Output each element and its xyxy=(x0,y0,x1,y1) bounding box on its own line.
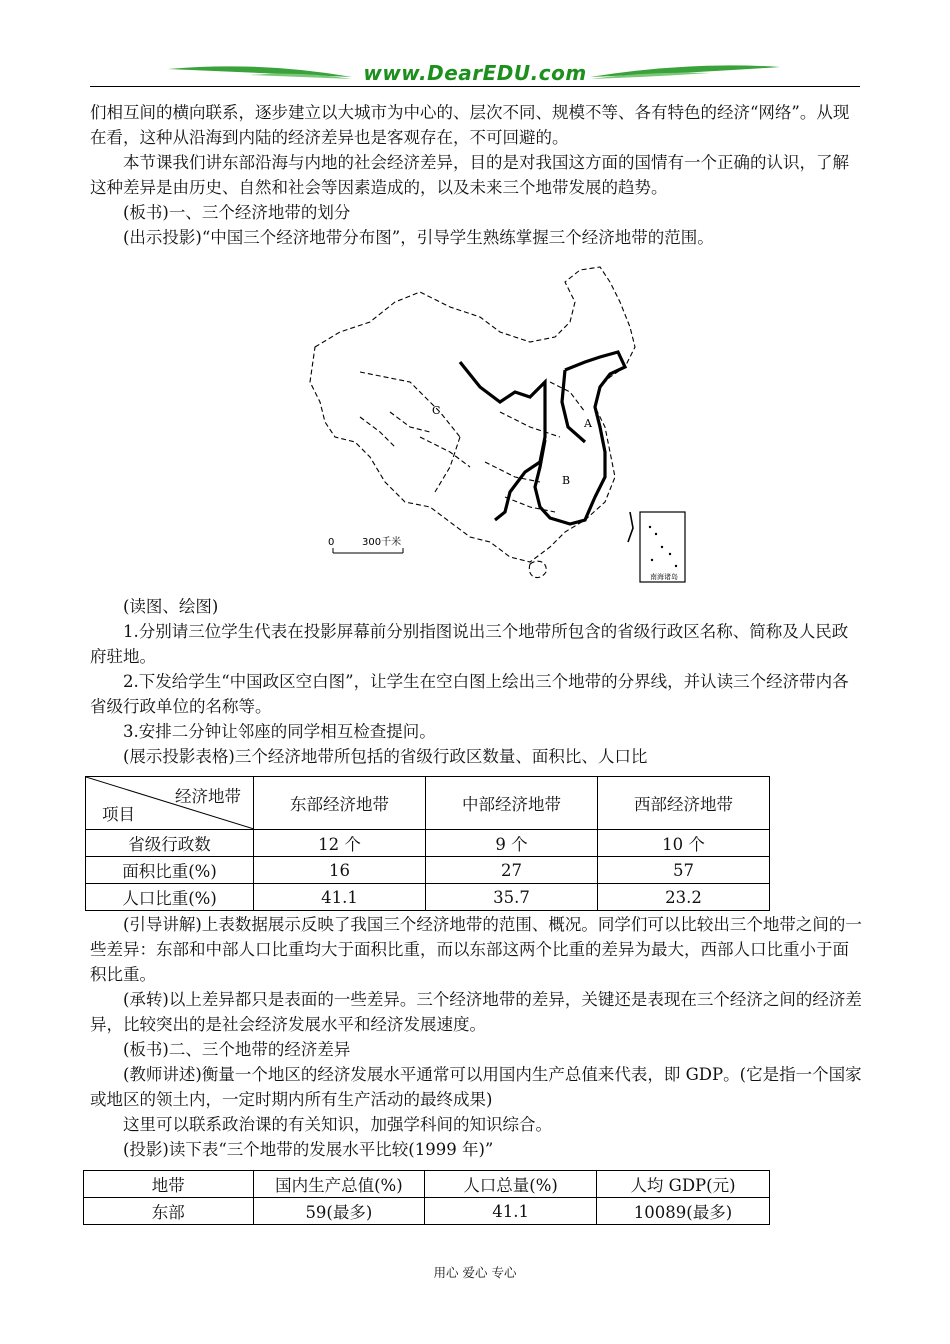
table-caption-1: (展示投影表格)三个经济地带所包括的省级行政区数量、面积比、人口比 xyxy=(123,747,648,766)
cross-subject-note: 这里可以联系政治课的有关知识，加强学科间的知识综合。 xyxy=(123,1115,552,1134)
blackboard-heading-1: (板书)一、三个经济地带的划分 xyxy=(123,203,351,222)
table-row xyxy=(86,884,770,911)
table-cell: 23.2 xyxy=(597,884,769,911)
paragraph-intro: 本节课我们讲东部沿海与内地的社会经济差异，目的是对我国这方面的国情有一个正确的认识，了解这种差异是由历史、自然和社会等因素造成的，以及未来三个地带发展的趋势。 xyxy=(90,153,849,197)
row-label: 人口比重(%) xyxy=(86,884,254,911)
body-text-block-1 xyxy=(90,100,862,250)
column-header: 人均 GDP(元) xyxy=(596,1171,769,1198)
site-brand-text: www.DearEDU.com xyxy=(363,61,587,85)
table-cell: 35.7 xyxy=(425,884,597,911)
table-cell: 57 xyxy=(597,857,769,884)
table-cell: 10089(最多) xyxy=(596,1198,769,1225)
row-label: 省级行政数 xyxy=(86,830,254,857)
corner-bottom-label: 项目 xyxy=(102,805,135,824)
reading-drawing-heading: (读图、绘图) xyxy=(123,597,219,616)
table-caption-2: (投影)读下表“三个地带的发展水平比较(1999 年)” xyxy=(123,1140,494,1159)
column-header: 国内生产总值(%) xyxy=(253,1171,425,1198)
development-comparison-table xyxy=(83,1170,770,1225)
guided-explanation: (引导讲解)上表数据展示反映了我国三个经济地带的范围、概况。同学们可以比较出三个地带之间的一些差异：东部和中部人口比重均大于面积比重，而以东部这两个比重的差异为最大，西部人口比重小于面积比重。 xyxy=(90,915,862,984)
activity-step-3: 3.安排二分钟让邻座的同学相互检查提问。 xyxy=(123,722,436,741)
site-header-banner xyxy=(90,55,860,95)
table-header-row xyxy=(84,1171,770,1198)
column-header: 人口总量(%) xyxy=(425,1171,597,1198)
table-row xyxy=(86,857,770,884)
blackboard-heading-2: (板书)二、三个地带的经济差异 xyxy=(123,1040,351,1059)
table-cell: 9 个 xyxy=(425,830,597,857)
body-text-block-2 xyxy=(90,594,862,769)
table-row xyxy=(86,830,770,857)
corner-top-label: 经济地带 xyxy=(174,787,241,806)
zone-label-b: B xyxy=(562,474,571,487)
scale-distance-label: 300千米 xyxy=(362,537,402,548)
activity-step-2: 2.下发给学生“中国政区空白图”，让学生在空白图上绘出三个地带的分界线，并认读三个经济带内各省级行政单位的名称等。 xyxy=(90,672,849,716)
table-corner-header xyxy=(86,777,254,830)
column-header: 中部经济地带 xyxy=(425,777,597,830)
table-cell: 东部 xyxy=(84,1198,254,1225)
inset-label: 南海诸岛 xyxy=(650,573,678,581)
column-header: 西部经济地带 xyxy=(597,777,769,830)
column-header: 东部经济地带 xyxy=(253,777,425,830)
table-cell: 41.1 xyxy=(253,884,425,911)
scale-zero-label: 0 xyxy=(328,537,335,548)
zones-overview-table xyxy=(85,776,770,911)
header-divider xyxy=(90,86,860,87)
zone-label-c: C xyxy=(432,404,441,417)
table-cell: 27 xyxy=(425,857,597,884)
teacher-narration: (教师讲述)衡量一个地区的经济发展水平通常可以用国内生产总值来代表，即 GDP。(它是指一个国家或地区的领土内，一定时期内所有生产活动的最终成果) xyxy=(90,1065,862,1109)
table-row xyxy=(84,1198,770,1225)
projection-instruction: (出示投影)“中国三个经济地带分布图”，引导学生熟练掌握三个经济地带的范围。 xyxy=(123,228,714,247)
table-cell: 41.1 xyxy=(425,1198,597,1225)
zone-label-a: A xyxy=(584,417,592,430)
page-footer: 用心 爱心 专心 xyxy=(433,1265,517,1280)
paragraph-continuation: 们相互间的横向联系，逐步建立以大城市为中心的、层次不同、规模不等、各有特色的经济“网络”。从现在看，这种从沿海到内陆的经济差异也是客观存在，不可回避的。 xyxy=(90,103,850,147)
table-cell: 12 个 xyxy=(253,830,425,857)
row-label: 面积比重(%) xyxy=(86,857,254,884)
china-economic-zones-map xyxy=(300,262,700,587)
activity-step-1: 1.分别请三位学生代表在投影屏幕前分别指图说出三个地带所包含的省级行政区名称、简称及人民政府驻地。 xyxy=(90,622,849,666)
table-cell: 16 xyxy=(253,857,425,884)
transition-paragraph: (承转)以上差异都只是表面的一些差异。三个经济地带的差异，关键还是表现在三个经济之间的经济差异，比较突出的是社会经济发展水平和经济发展速度。 xyxy=(90,990,862,1034)
body-text-block-3 xyxy=(90,912,862,1162)
map-scale-bar xyxy=(328,535,403,553)
table-cell: 59(最多) xyxy=(253,1198,425,1225)
column-header: 地带 xyxy=(84,1171,254,1198)
table-cell: 10 个 xyxy=(597,830,769,857)
